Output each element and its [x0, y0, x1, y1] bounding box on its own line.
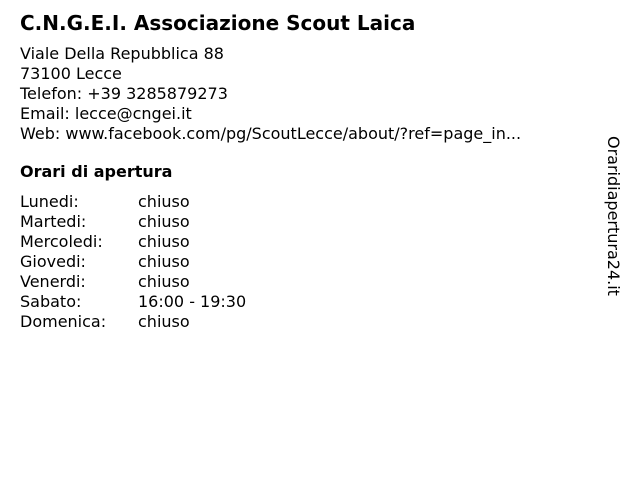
phone-number: Telefon: +39 3285879273	[20, 84, 228, 103]
hours-row-saturday	[20, 292, 600, 312]
hours-row-friday	[20, 272, 600, 292]
day-hours: chiuso	[138, 312, 190, 331]
business-card	[20, 10, 600, 332]
street-address: Viale Della Repubblica 88	[20, 44, 224, 63]
day-hours: 16:00 - 19:30	[138, 292, 247, 311]
hours-row-wednesday	[20, 232, 600, 252]
site-watermark: Oraridiapertura24.it	[604, 136, 623, 296]
hours-row-thursday	[20, 252, 600, 272]
day-label: Sabato:	[20, 292, 82, 311]
day-hours: chiuso	[138, 272, 190, 291]
opening-hours-table	[20, 192, 600, 332]
website-link: Web: www.facebook.com/pg/ScoutLecce/about/?ref=page_in...	[20, 124, 522, 143]
postal-city: 73100 Lecce	[20, 64, 122, 83]
email-address: Email: lecce@cngei.it	[20, 104, 192, 123]
day-label: Venerdi:	[20, 272, 86, 291]
day-label: Martedi:	[20, 212, 87, 231]
day-label: Lunedi:	[20, 192, 79, 211]
day-hours: chiuso	[138, 212, 190, 231]
business-name: C.N.G.E.I. Associazione Scout Laica	[20, 11, 416, 35]
day-label: Giovedi:	[20, 252, 86, 271]
day-hours: chiuso	[138, 232, 190, 251]
hours-row-sunday	[20, 312, 600, 332]
contact-block	[20, 44, 600, 144]
opening-hours-heading: Orari di apertura	[20, 162, 173, 181]
day-hours: chiuso	[138, 252, 190, 271]
hours-row-tuesday	[20, 212, 600, 232]
day-label: Mercoledi:	[20, 232, 103, 251]
day-hours: chiuso	[138, 192, 190, 211]
hours-row-monday	[20, 192, 600, 212]
day-label: Domenica:	[20, 312, 107, 331]
